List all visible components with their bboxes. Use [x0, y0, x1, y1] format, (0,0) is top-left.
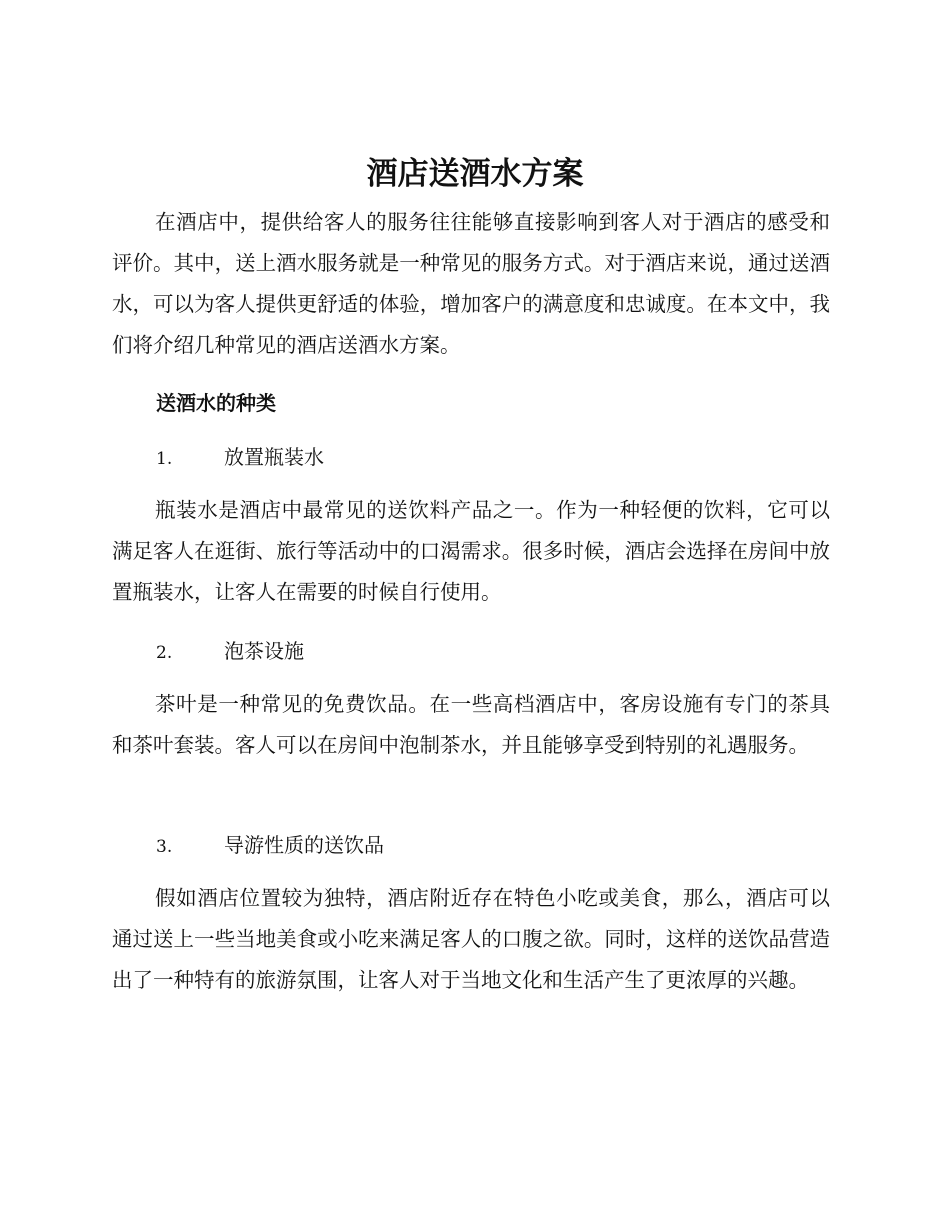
list-item-1-label: 放置瓶装水: [224, 445, 324, 469]
item-1-paragraph: 瓶装水是酒店中最常见的送饮料产品之一。作为一种轻便的饮料，它可以满足客人在逛街、旅行等活动中的口渴需求。很多时候，酒店会选择在房间中放置瓶装水，让客人在需要的时候自行使用。: [112, 498, 830, 604]
list-item-2-label: 泡茶设施: [224, 639, 304, 663]
list-item-3-label: 导游性质的送饮品: [224, 833, 384, 857]
intro-paragraph: 在酒店中，提供给客人的服务往往能够直接影响到客人对于酒店的感受和评价。其中，送上酒水服务就是一种常见的服务方式。对于酒店来说，通过送酒水，可以为客人提供更舒适的体验，增加客户的满意度和忠诚度。在本文中，我们将介绍几种常见的酒店送酒水方案。: [112, 210, 830, 357]
list-item-2: [156, 636, 304, 668]
item-3-paragraph: 假如酒店位置较为独特，酒店附近存在特色小吃或美食，那么，酒店可以通过送上一些当地美食或小吃来满足客人的口腹之欲。同时，这样的送饮品营造出了一种特有的旅游氛围，让客人对于当地文化和生活产生了更浓厚的兴趣。: [112, 886, 830, 992]
item-2-paragraph-block: [112, 684, 830, 766]
intro-paragraph-block: [112, 202, 830, 366]
item-1-paragraph-block: [112, 490, 830, 613]
list-item-1: [156, 442, 324, 474]
list-item-3-number: 3.: [156, 837, 173, 857]
list-item-1-number: 1.: [156, 449, 173, 469]
list-item-3: [156, 830, 384, 862]
section-heading: 送酒水的种类: [156, 391, 276, 415]
list-item-2-number: 2.: [156, 643, 173, 663]
document-title: 酒店送酒水方案: [366, 156, 584, 192]
item-2-paragraph: 茶叶是一种常见的免费饮品。在一些高档酒店中，客房设施有专门的茶具和茶叶套装。客人可以在房间中泡制茶水，并且能够享受到特别的礼遇服务。: [112, 692, 830, 757]
item-3-paragraph-block: [112, 878, 830, 1001]
